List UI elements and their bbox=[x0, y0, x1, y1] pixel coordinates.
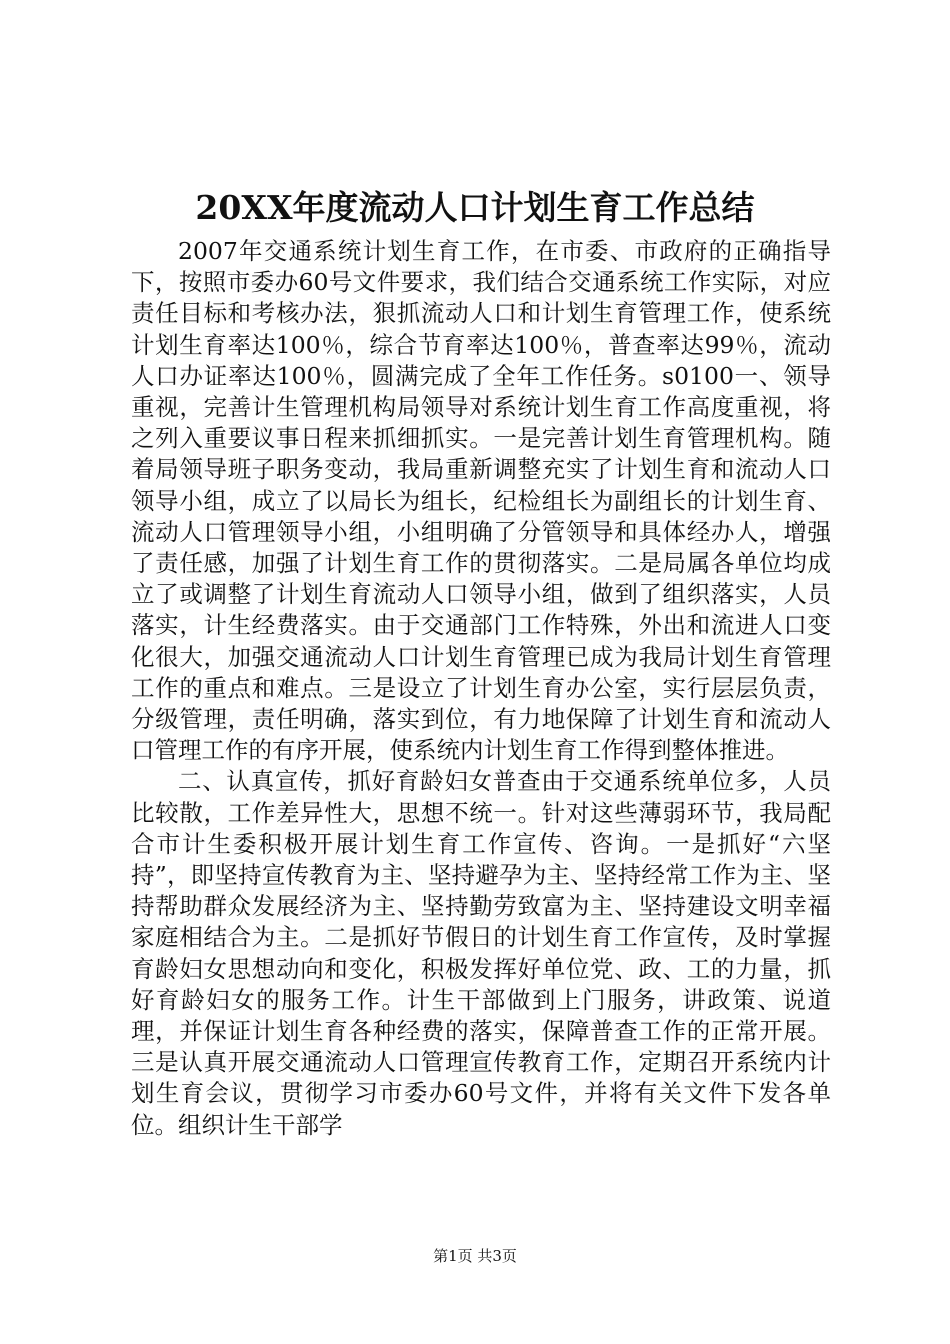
document-body bbox=[131, 236, 831, 1141]
document-title: 20XX年度流动人口计划生育工作总结 bbox=[195, 188, 755, 227]
paragraph-2: 二、认真宣传，抓好育龄妇女普查由于交通系统单位多，人员比较散，工作差异性大，思想不统一。针对这些薄弱环节，我局配合市计生委积极开展计划生育工作宣传、咨询。一是抓好“六坚持”，即坚持宣传教育为主、坚持避孕为主、坚持经常工作为主、坚持帮助群众发展经济为主、坚持勤劳致富为主、坚持建设文明幸福家庭相结合为主。二是抓好节假日的计划生育工作宣传，及时掌握育龄妇女思想动向和变化，积极发挥好单位党、政、工的力量，抓好育龄妇女的服务工作。计生干部做到上门服务，讲政策、说道理，并保证计划生育各种经费的落实，保障普查工作的正常开展。三是认真开展交通流动人口管理宣传教育工作，定期召开系统内计划生育会议，贯彻学习市委办60号文件，并将有关文件下发各单位。组织计生干部学 bbox=[131, 767, 831, 1139]
page-footer: 第1页 共3页 bbox=[433, 1247, 517, 1265]
paragraph-1: 2007年交通系统计划生育工作，在市委、市政府的正确指导下，按照市委办60号文件要求，我们结合交通系统工作实际，对应责任目标和考核办法，狠抓流动人口和计划生育管理工作，使系统计划生育率达100％，综合节育率达100％，普查率达99％，流动人口办证率达100％，圆满完成了全年工作任务。s0100一、领导重视，完善计生管理机构局领导对系统计划生育工作高度重视，将之列入重要议事日程来抓细抓实。一是完善计划生育管理机构。随着局领导班子职务变动，我局重新调整充实了计划生育和流动人口领导小组，成立了以局长为组长，纪检组长为副组长的计划生育、流动人口管理领导小组，小组明确了分管领导和具体经办人，增强了责任感，加强了计划生育工作的贯彻落实。二是局属各单位均成立了或调整了计划生育流动人口领导小组，做到了组织落实，人员落实，计生经费落实。由于交通部门工作特殊，外出和流进人口变化很大，加强交通流动人口计划生育管理已成为我局计划生育管理工作的重点和难点。三是设立了计划生育办公室，实行层层负责，分级管理，责任明确，落实到位，有力地保障了计划生育和流动人口管理工作的有序开展，使系统内计划生育工作得到整体推进。 bbox=[131, 237, 831, 765]
